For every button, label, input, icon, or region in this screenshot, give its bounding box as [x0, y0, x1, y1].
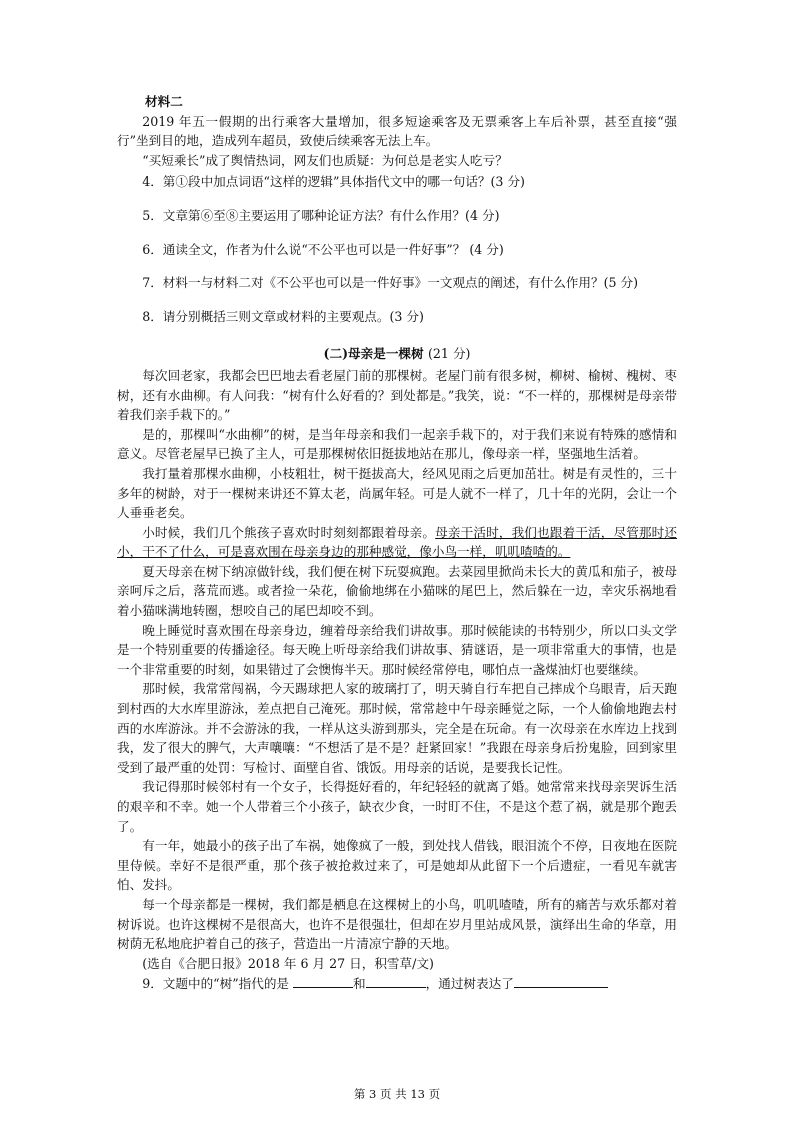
question-8: 8．请分别概括三则文章或材料的主要观点。(3 分) [142, 308, 424, 324]
question-9-text-c: ，通过树表达了 [425, 976, 514, 992]
story-paragraph-1: 每次回老家，我都会巴巴地去看老屋门前的那棵树。老屋门前有很多树，柳树、榆树、槐树、枣树，还有水曲柳。有人问我：“树有什么好看的？到处都是。”我笑，说：“不一样的，那棵树是母亲带着我们亲手栽下的。” [117, 367, 677, 423]
section-score: (21 分) [428, 346, 471, 362]
section-title-text: (二)母亲是一棵树 [323, 346, 424, 362]
answer-blank-2[interactable] [366, 973, 426, 988]
answer-blank-3[interactable] [514, 973, 608, 988]
question-6: 6．通读全文，作者为什么说“不公平也可以是一件好事”？ (4 分) [142, 241, 504, 257]
question-9-text-b: 和 [353, 976, 366, 992]
story-paragraph-4-lead: 小时候，我们几个熊孩子喜欢时时刻刻都跟着母亲。 [142, 524, 436, 540]
document-page [117, 92, 677, 994]
story-paragraph-9: 有一年，她最小的孩子出了车祸，她像疯了一般，到处找人借钱，眼泪流个不停，日夜地在医院里侍候。幸好不是很严重，那个孩子被抢救过来了，可是她却从此留下一个后遗症，一看见车就害怕、发抖。 [117, 838, 677, 893]
question-7: 7．材料一与材料二对《不公平也可以是一件好事》一文观点的阐述，有什么作用？(5 分) [142, 275, 639, 291]
question-9 [117, 973, 677, 994]
material2-paragraph-2: “买短乘长”成了舆情热词，网友们也质疑：为何总是老实人吃亏？ [142, 152, 508, 168]
question-5: 5．文章第⑥至⑧主要运用了哪种论证方法？有什么作用？(4 分) [142, 207, 500, 223]
underlined-sentence: 母亲干活时，我们也跟着干活，尽管那时还小，干不了什么，可是喜欢围在母亲身边的那种感觉，像小鸟一样，叽叽喳喳的。 [117, 524, 678, 560]
material2-heading: 材料二 [145, 94, 183, 109]
source-citation: (选自《合肥日报》2018 年 6 月 27 日，积雪草/文) [142, 955, 434, 971]
question-4: 4．第①段中加点词语“这样的逻辑”具体指代文中的哪一句话？(3 分) [142, 174, 525, 190]
story-paragraph-3: 我打量着那棵水曲柳，小枝粗壮，树干挺拔高大，经风见雨之后更加茁壮。树是有灵性的，三十多年的树龄，对于一棵树来讲还不算太老，尚属年轻。可是人就不一样了，几十年的光阴，会让一个人垂垂老矣。 [117, 465, 677, 521]
story-paragraph-4 [117, 523, 677, 562]
story-paragraph-8: 我记得那时候邻村有一个女子，长得挺好看的，年纪轻轻的就离了婚。她常常来找母亲哭诉生活的艰辛和不幸。她一个人带着三个小孩子，缺衣少食，一时盯不住，不是这个惹了祸，就是那个跑丢了。 [117, 779, 677, 834]
story-paragraph-10: 每一个母亲都是一棵树，我们都是栖息在这棵树上的小鸟，叽叽喳喳，所有的痛苦与欢乐都对着树诉说。也许这棵树不是很高大，也许不是很强壮，但却在岁月里站成风景，演绎出生命的华章，用树荫无私地庇护着自己的孩子，营造出一片清凉宁静的天地。 [117, 896, 677, 952]
story-paragraph-6: 晚上睡觉时喜欢围在母亲身边，缠着母亲给我们讲故事。那时候能读的书特别少，所以口头文学是一个特别重要的传播途径。每天晚上听母亲给我们讲故事、猜谜语，是一项非常重大的事情，也是一个非常重要的时刻，如果错过了会懊悔半天。那时候经常停电，哪怕点一盏煤油灯也要继续。 [117, 622, 677, 677]
question-9-text-a: 9．文题中的“树”指代的是 [142, 976, 294, 992]
section-title [117, 344, 677, 364]
answer-blank-1[interactable] [293, 973, 353, 988]
material2-paragraph-1: 2019 年五一假期的出行乘客大量增加，很多短途乘客及无票乘客上车后补票，甚至直接“强行”坐到目的地，造成列车超员，致使后续乘客无法上车。 [117, 113, 677, 149]
story-paragraph-5: 夏天母亲在树下纳凉做针线，我们便在树下玩耍疯跑。去菜园里掀尚未长大的黄瓜和茄子，被母亲呵斥之后，落荒而逃。或者捡一朵花，偷偷地绑在小猫咪的尾巴上，然后躲在一边，幸灾乐祸地看着小猫咪满地转圈，想咬自己的尾巴却咬不到。 [117, 563, 677, 619]
story-paragraph-7: 那时候，我常常闯祸，今天踢球把人家的玻璃打了，明天骑自行车把自己摔成个乌眼青，后天跑到村西的大水库里游泳，差点把自己淹死。那时候，常常趁中午母亲睡觉之际，一个人偷偷地跑去村西的水库游泳。并不会游泳的我，一样从这头游到那头，完全是在玩命。有一次母亲在水库边上找到我，发了很大的脾气，大声嚷嚷：“不想活了是不是？赶紧回家！”我跟在母亲身后扮鬼脸，回到家里受到了最严重的处罚：写检讨、面壁自省、饿饭。用母亲的话说，是要我长记性。 [117, 681, 677, 775]
page-footer: 第 3 页 共 13 页 [353, 1087, 441, 1101]
story-paragraph-2: 是的，那棵叫“水曲柳”的树，是当年母亲和我们一起亲手栽下的，对于我们来说有特殊的感情和意义。尽管老屋早已换了主人，可是那棵树依旧挺拔地站在那儿，像母亲一样，坚强地生活着。 [117, 426, 677, 462]
